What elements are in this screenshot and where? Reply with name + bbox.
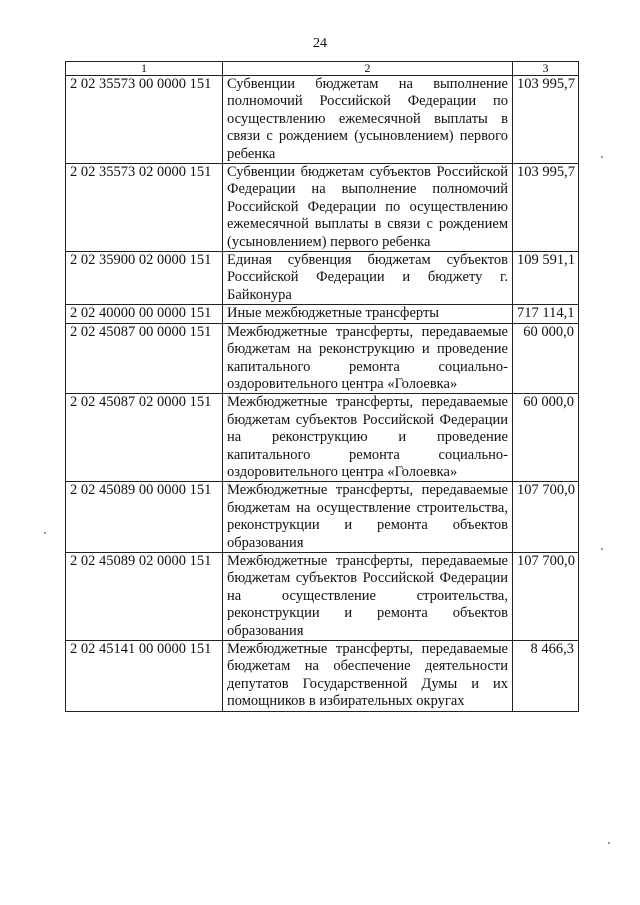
column-header-code: 1 [66, 62, 223, 76]
scan-speck [601, 156, 603, 158]
budget-code: 2 02 45087 02 0000 151 [66, 394, 223, 482]
column-header-name: 2 [223, 62, 513, 76]
table-row [66, 76, 579, 164]
budget-amount: 60 000,0 [513, 323, 579, 394]
budget-amount: 717 114,1 [513, 305, 579, 323]
budget-item-name: Единая субвенция бюджетам субъектов Российской Федерации и бюджету г. Байконура [223, 252, 513, 305]
table-header-row [66, 62, 579, 76]
budget-amount: 103 995,7 [513, 164, 579, 252]
budget-item-name: Межбюджетные трансферты, передаваемые бюджетам на обеспечение деятельности депутатов Государственной Думы и их помощников в избирательных округах [223, 641, 513, 712]
budget-item-name: Субвенции бюджетам на выполнение полномочий Российской Федерации по осуществлению ежемесячной выплаты в связи с рождением (усыновлением) первого ребенка [223, 76, 513, 164]
budget-amount: 103 995,7 [513, 76, 579, 164]
budget-amount: 8 466,3 [513, 641, 579, 712]
budget-code: 2 02 35573 00 0000 151 [66, 76, 223, 164]
budget-item-name: Межбюджетные трансферты, передаваемые бюджетам на осуществление строительства, реконструкции и ремонта объектов образования [223, 482, 513, 553]
budget-code: 2 02 35900 02 0000 151 [66, 252, 223, 305]
budget-item-name: Межбюджетные трансферты, передаваемые бюджетам на реконструкцию и проведение капитального ремонта социально-оздоровительного центра «Голоевка» [223, 323, 513, 394]
scan-speck [608, 842, 610, 844]
budget-code: 2 02 45141 00 0000 151 [66, 641, 223, 712]
table-row [66, 482, 579, 553]
table-row [66, 323, 579, 394]
page-number: 24 [313, 36, 327, 51]
scan-speck [601, 548, 603, 550]
table-row [66, 252, 579, 305]
column-header-amount: 3 [513, 62, 579, 76]
table-row [66, 394, 579, 482]
table-row [66, 164, 579, 252]
budget-amount: 107 700,0 [513, 482, 579, 553]
budget-amount: 109 591,1 [513, 252, 579, 305]
budget-amount: 60 000,0 [513, 394, 579, 482]
table-row [66, 641, 579, 712]
budget-code: 2 02 40000 00 0000 151 [66, 305, 223, 323]
budget-item-name: Межбюджетные трансферты, передаваемые бюджетам субъектов Российской Федерации на реконструкцию и проведение капитального ремонта социально-оздоровительного центра «Голоевка» [223, 394, 513, 482]
budget-item-name: Иные межбюджетные трансферты [223, 305, 513, 323]
table-row [66, 305, 579, 323]
budget-code: 2 02 45089 00 0000 151 [66, 482, 223, 553]
budget-code: 2 02 45087 00 0000 151 [66, 323, 223, 394]
table-row [66, 552, 579, 640]
scan-speck [44, 532, 46, 534]
budget-amount: 107 700,0 [513, 552, 579, 640]
budget-code: 2 02 35573 02 0000 151 [66, 164, 223, 252]
budget-code: 2 02 45089 02 0000 151 [66, 552, 223, 640]
budget-item-name: Субвенции бюджетам субъектов Российской Федерации на выполнение полномочий Российской Федерации по осуществлению ежемесячной выплаты в связи с рождением (усыновлением) первого ребенка [223, 164, 513, 252]
budget-item-name: Межбюджетные трансферты, передаваемые бюджетам субъектов Российской Федерации на осуществление строительства, реконструкции и ремонта объектов образования [223, 552, 513, 640]
budget-table [65, 61, 579, 712]
